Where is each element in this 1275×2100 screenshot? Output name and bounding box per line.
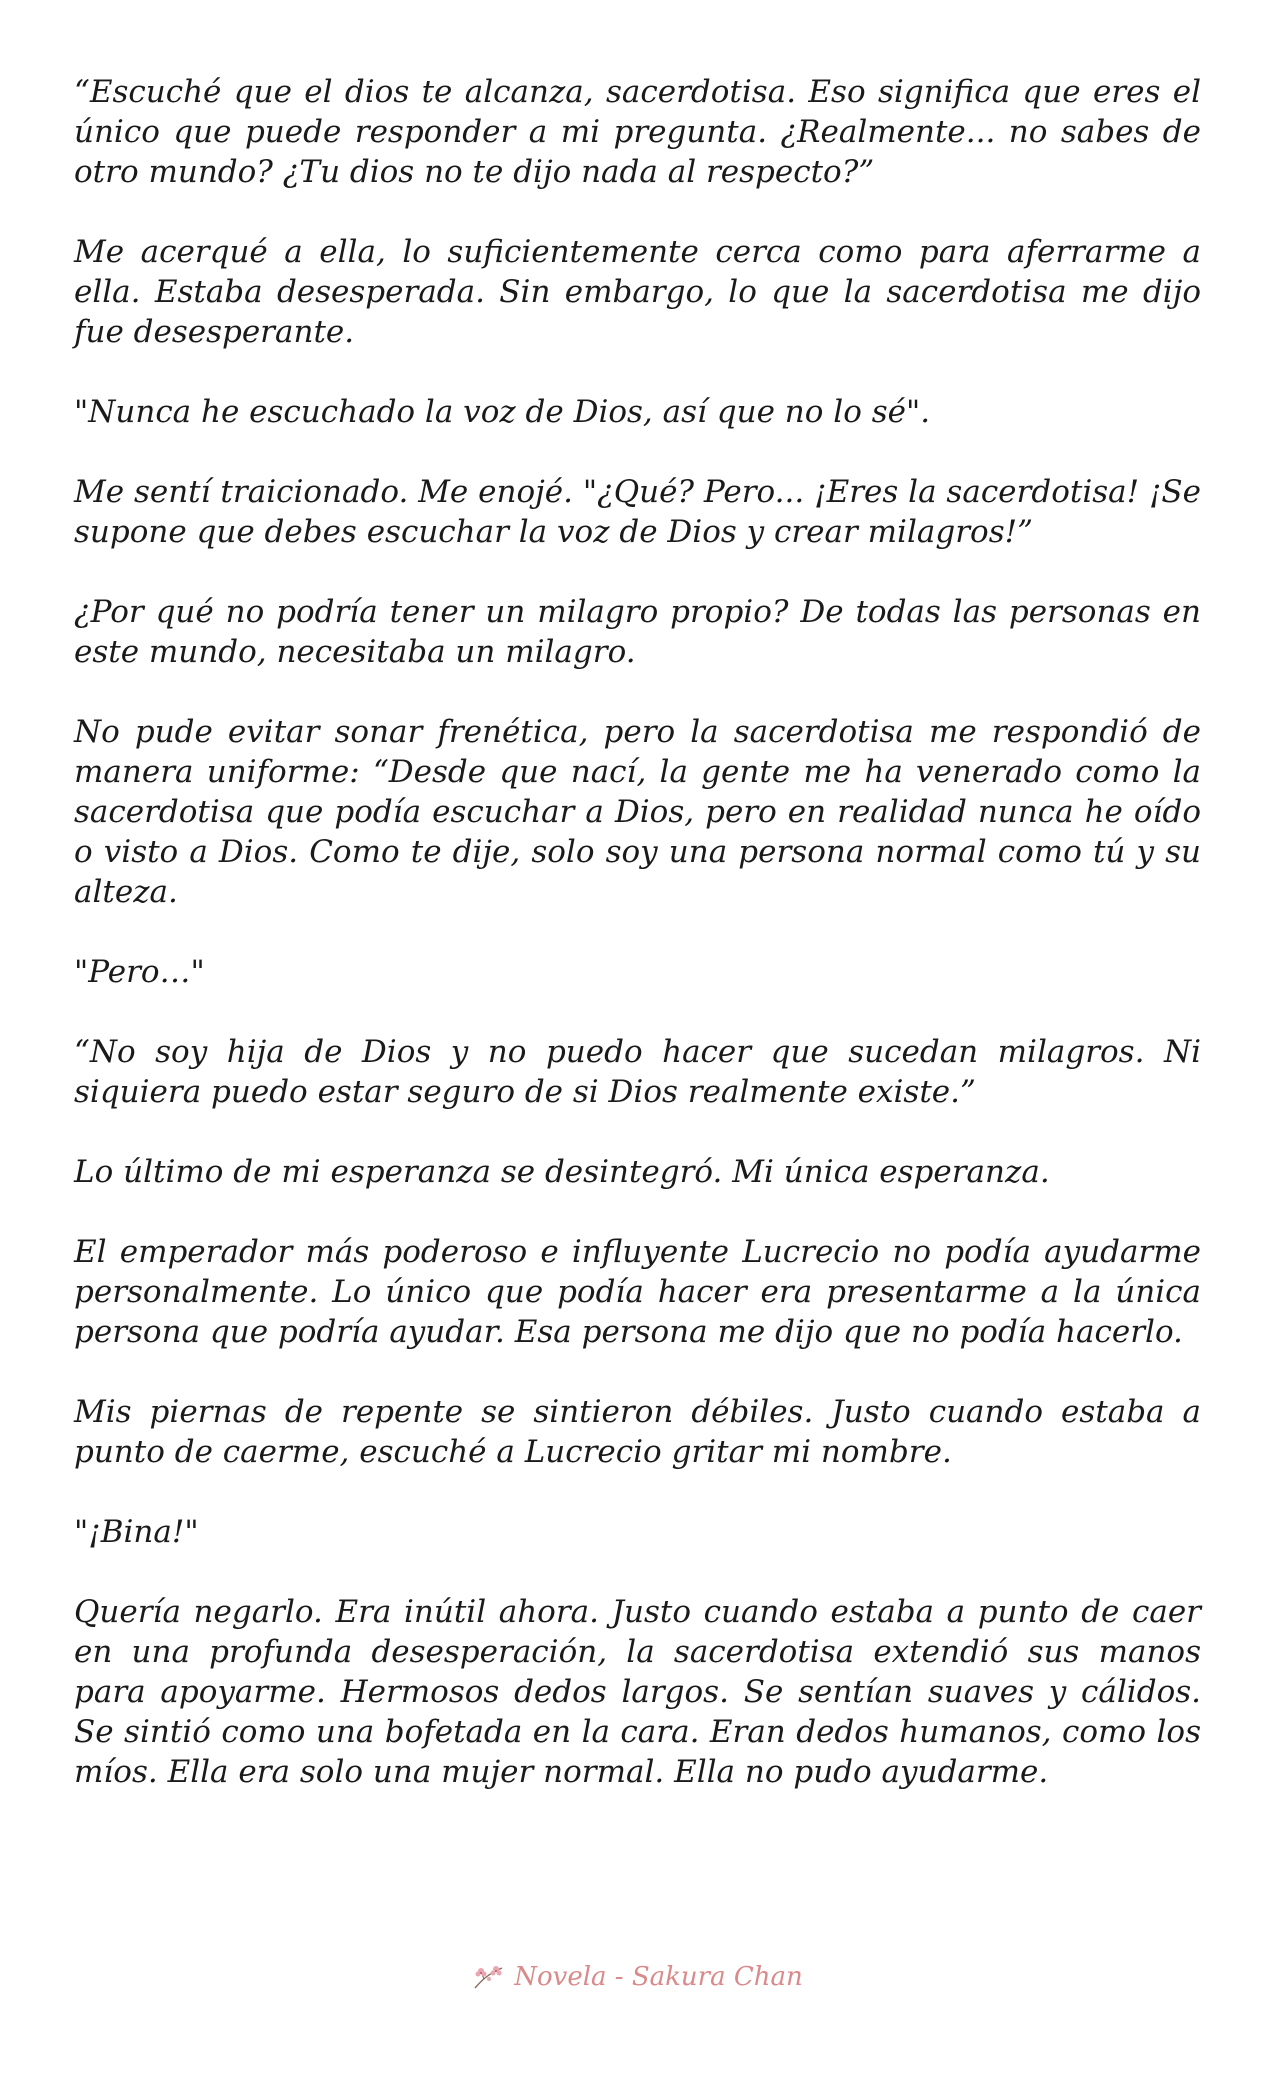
paragraph: Me acerqué a ella, lo suficientemente cerca como para aferrarme a ella. Estaba desesperada. Sin embargo, lo que la sacerdotisa me dijo fue desesperante.	[74, 234, 1201, 350]
paragraph: “No soy hija de Dios y no puedo hacer que sucedan milagros. Ni siquiera puedo estar seguro de si Dios realmente existe.”	[74, 1034, 1201, 1110]
paragraph: Lo último de mi esperanza se desintegró. Mi única esperanza.	[74, 1154, 1050, 1190]
paragraph: "Pero…"	[74, 954, 205, 990]
paragraph: “Escuché que el dios te alcanza, sacerdotisa. Eso significa que eres el único que puede responder a mi pregunta. ¿Realmente... no sabes de otro mundo? ¿Tu dios no te dijo nada al respecto?”	[74, 74, 1201, 190]
paragraph: Quería negarlo. Era inútil ahora. Justo cuando estaba a punto de caer en una profunda desesperación, la sacerdotisa extendió sus manos para apoyarme. Hermosos dedos largos. Se sentían suaves y cálidos. Se sintió como una bofetada en la cara. Eran dedos humanos, como los míos. Ella era solo una mujer normal. Ella no pudo ayudarme.	[74, 1594, 1201, 1790]
paragraph: "¡Bina!"	[74, 1514, 199, 1550]
paragraph: El emperador más poderoso e influyente Lucrecio no podía ayudarme personalmente. Lo único que podía hacer era presentarme a la única persona que podría ayudar. Esa persona me dijo que no podía hacerlo.	[74, 1234, 1201, 1350]
paragraph: No pude evitar sonar frenética, pero la sacerdotisa me respondió de manera uniforme: “Desde que nací, la gente me ha venerado como la sacerdotisa que podía escuchar a Dios, pero en realidad nunca he oído o visto a Dios. Como te dije, solo soy una persona normal como tú y su alteza.	[74, 714, 1201, 910]
paragraph: ¿Por qué no podría tener un milagro propio? De todas las personas en este mundo, necesitaba un milagro.	[74, 594, 1201, 670]
paragraph: "Nunca he escuchado la voz de Dios, así que no lo sé".	[74, 394, 931, 430]
watermark-footer	[0, 1962, 1275, 2002]
document-body	[74, 72, 1201, 1832]
paragraph: Me sentí traicionado. Me enojé. "¿Qué? Pero... ¡Eres la sacerdotisa! ¡Se supone que debes escuchar la voz de Dios y crear milagros!”	[74, 474, 1201, 550]
sakura-blossom-icon	[472, 1962, 506, 1992]
watermark-text: Novela - Sakura Chan	[514, 1962, 803, 1992]
paragraph: Mis piernas de repente se sintieron débiles. Justo cuando estaba a punto de caerme, escuché a Lucrecio gritar mi nombre.	[74, 1394, 1201, 1470]
watermark	[472, 1962, 803, 1992]
